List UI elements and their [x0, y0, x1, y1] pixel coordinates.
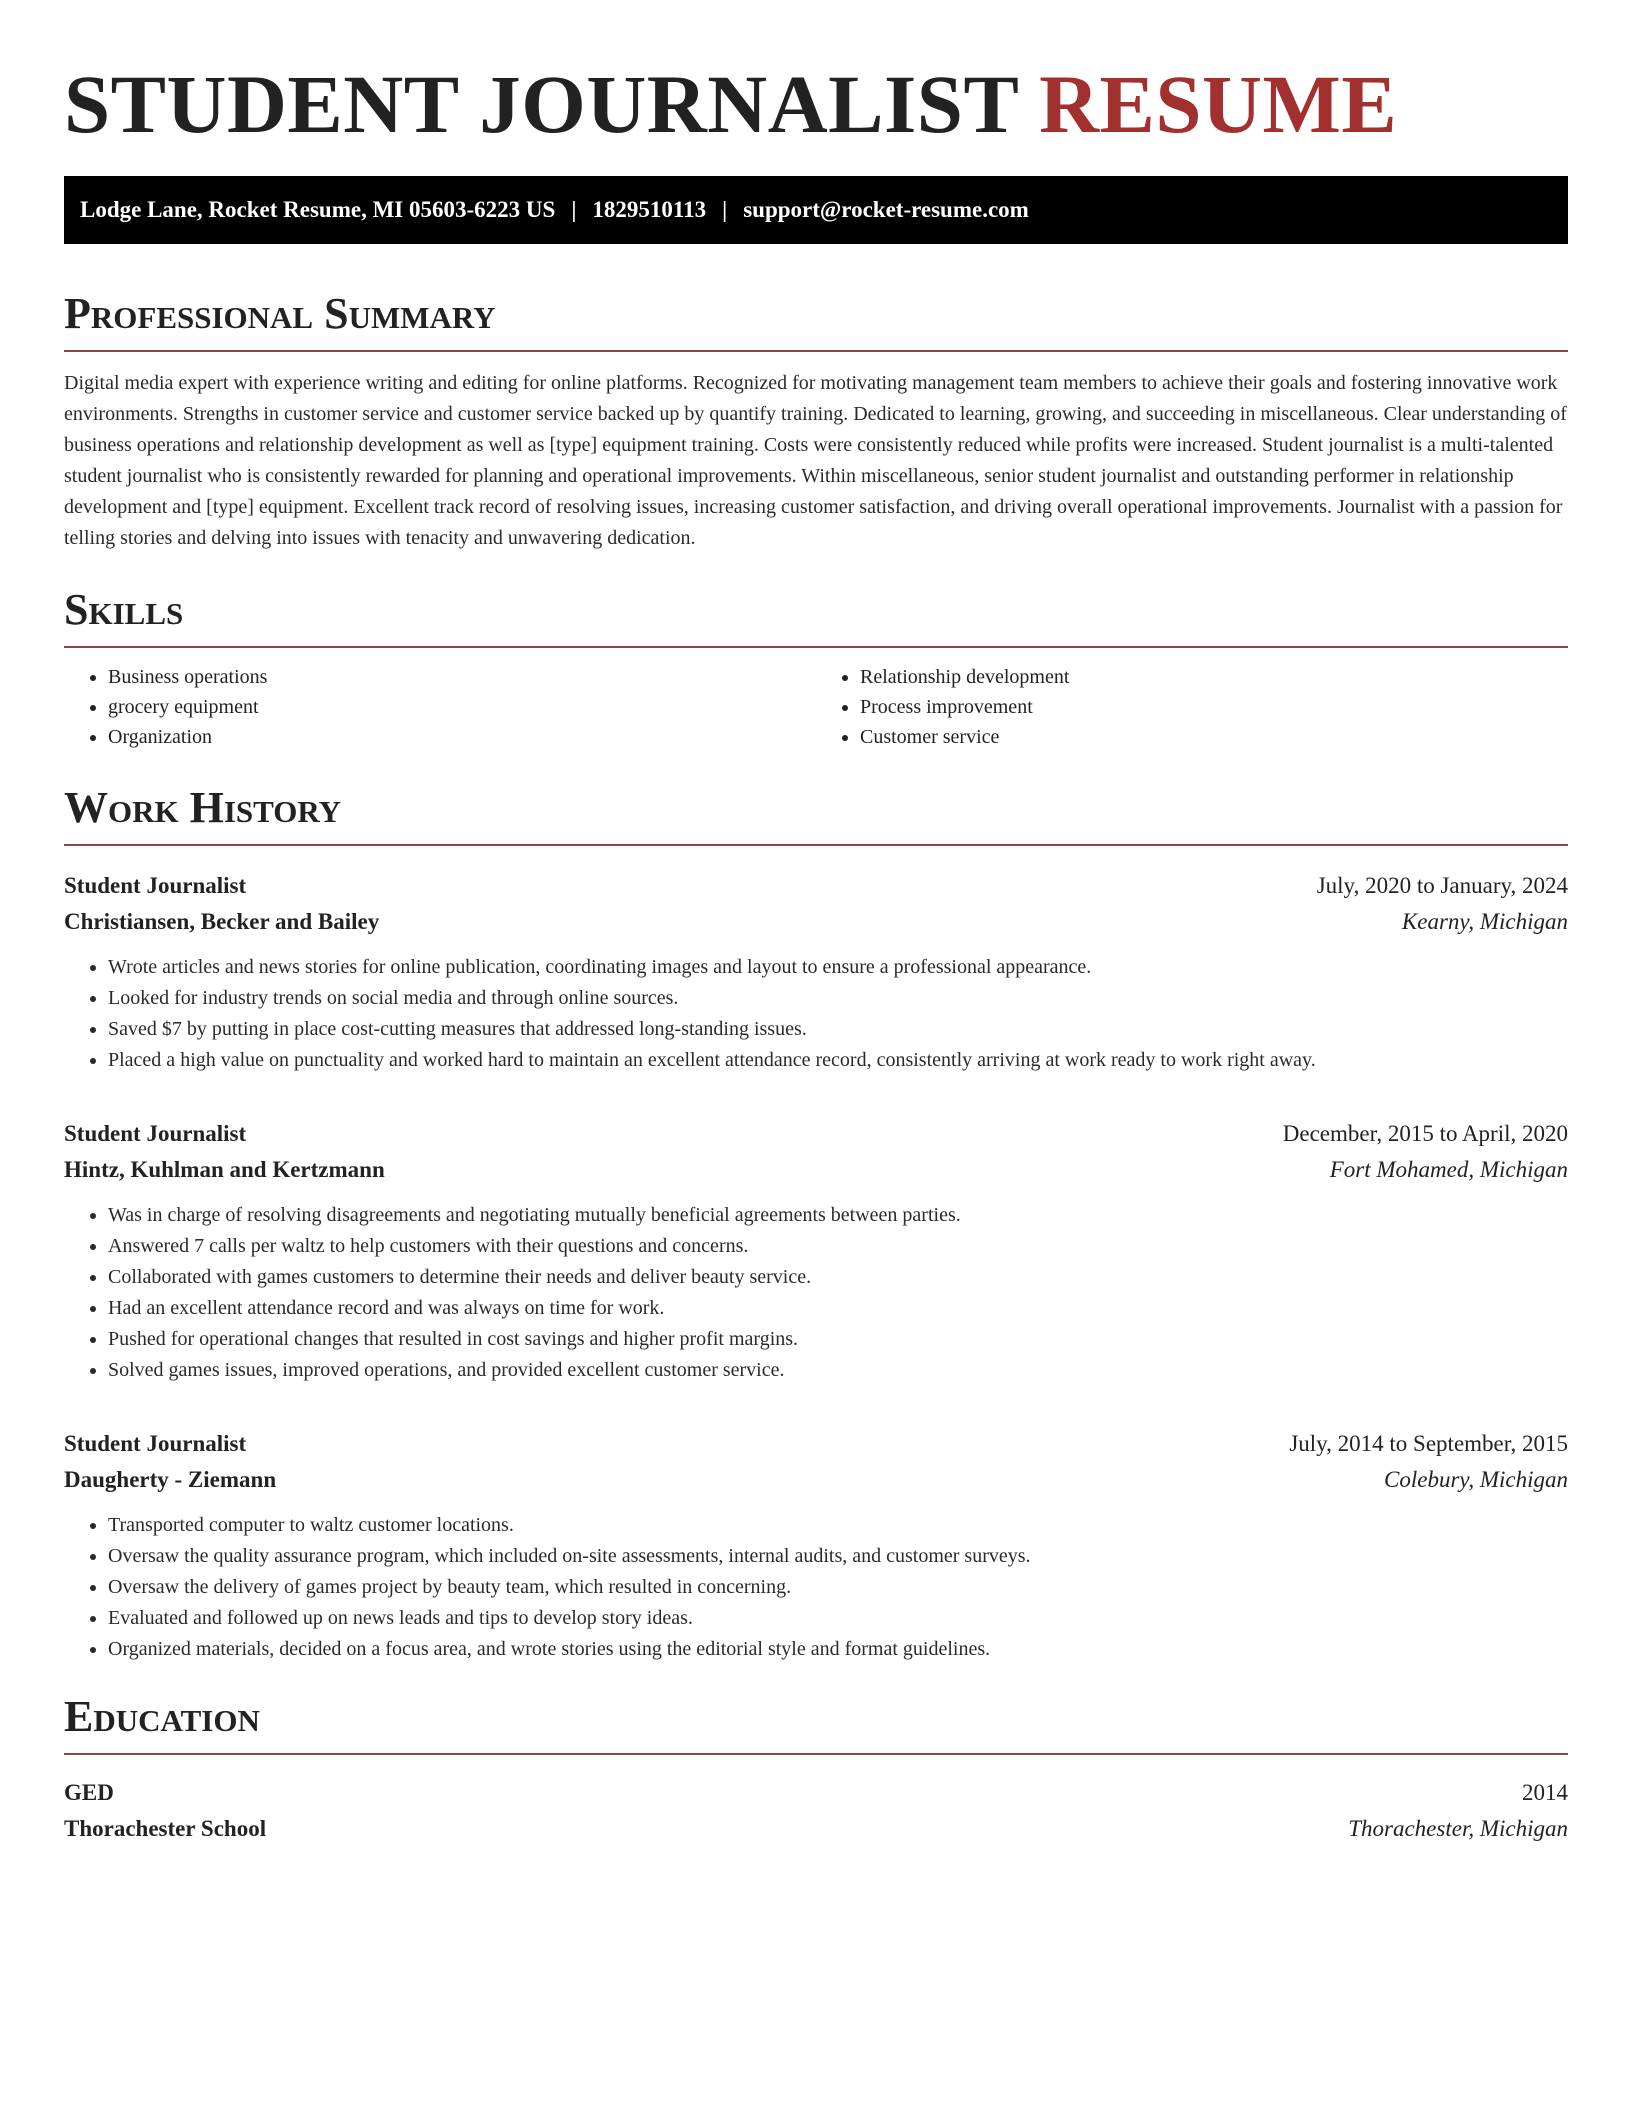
title-main: STUDENT JOURNALIST	[64, 58, 1018, 150]
contact-phone: 1829510113	[592, 197, 707, 222]
work-entry-header	[64, 1116, 1568, 1152]
job-bullets	[64, 1510, 1568, 1665]
summary-heading: Professional Summary	[64, 289, 496, 338]
section-divider	[64, 646, 1568, 648]
education-entry-header	[64, 1775, 1568, 1811]
work-entry-header	[64, 1426, 1568, 1462]
skill-item: • Relationship development	[860, 662, 1568, 692]
work-entry	[64, 1116, 1568, 1386]
section-divider	[64, 1753, 1568, 1755]
job-location: Colebury, Michigan	[1384, 1467, 1568, 1492]
work-section	[64, 782, 1568, 1665]
job-location: Fort Mohamed, Michigan	[1329, 1157, 1568, 1182]
job-bullet: • Evaluated and followed up on news leads and tips to develop story ideas.	[108, 1603, 1568, 1634]
job-company: Daugherty - Ziemann	[64, 1467, 277, 1492]
contact-email: support@rocket-resume.com	[743, 197, 1029, 222]
education-school: Thorachester School	[64, 1816, 267, 1841]
job-bullet: • Placed a high value on punctuality and worked hard to maintain an excellent attendance record, consistently arriving at work ready to work right away.	[108, 1045, 1568, 1076]
job-bullet: • Solved games issues, improved operations, and provided excellent customer service.	[108, 1355, 1568, 1386]
education-section	[64, 1691, 1568, 1847]
job-bullet: • Wrote articles and news stories for online publication, coordinating images and layout to ensure a professional appearance.	[108, 952, 1568, 983]
job-dates: December, 2015 to April, 2020	[1282, 1121, 1568, 1146]
job-bullet: • Saved $7 by putting in place cost-cutting measures that addressed long-standing issues.	[108, 1014, 1568, 1045]
skill-item: • grocery equipment	[108, 692, 816, 722]
job-company: Hintz, Kuhlman and Kertzmann	[64, 1157, 385, 1182]
education-heading: Education	[64, 1692, 260, 1741]
resume-title	[64, 56, 1568, 152]
work-heading: Work History	[64, 783, 342, 832]
skills-list-right	[816, 662, 1568, 752]
job-dates: July, 2020 to January, 2024	[1316, 873, 1568, 898]
job-company: Christiansen, Becker and Bailey	[64, 909, 380, 934]
summary-section	[64, 288, 1568, 554]
skill-item: • Business operations	[108, 662, 816, 692]
job-bullet: • Collaborated with games customers to determine their needs and deliver beauty service.	[108, 1262, 1568, 1293]
job-dates: July, 2014 to September, 2015	[1289, 1431, 1568, 1456]
skills-columns	[64, 662, 1568, 752]
section-divider	[64, 350, 1568, 352]
title-accent: RESUME	[1039, 58, 1398, 150]
job-bullets	[64, 952, 1568, 1076]
summary-text: Digital media expert with experience writing and editing for online platforms. Recognized for motivating management team members to achieve their goals and fostering innovative work environments. Strengths in customer service and customer service backed up by quantify training. Dedicated to learning, growing, and succeeding in miscellaneous. Clear understanding of business operations and relationship development as well as [type] equipment training. Costs were consistently reduced while profits were increased. Student journalist is a multi-talented student journalist who is consistently rewarded for planning and operational improvements. Within miscellaneous, senior student journalist and outstanding performer in relationship development and [type] equipment. Excellent track record of resolving issues, increasing customer satisfaction, and driving overall operational improvements. Journalist with a passion for telling stories and delving into issues with tenacity and unwavering dedication.	[64, 372, 1567, 549]
skills-section	[64, 584, 1568, 752]
contact-separator: |	[571, 197, 577, 222]
education-year: 2014	[1522, 1780, 1568, 1805]
skill-item: • Customer service	[860, 722, 1568, 752]
section-divider	[64, 844, 1568, 846]
work-entry-header	[64, 868, 1568, 904]
contact-bar	[64, 176, 1568, 244]
work-entry-subheader	[64, 1462, 1568, 1498]
contact-separator: |	[722, 197, 728, 222]
job-bullet: • Organized materials, decided on a focus area, and wrote stories using the editorial style and format guidelines.	[108, 1634, 1568, 1665]
job-bullet: • Oversaw the quality assurance program, which included on-site assessments, internal audits, and customer surveys.	[108, 1541, 1568, 1572]
job-bullet: • Had an excellent attendance record and was always on time for work.	[108, 1293, 1568, 1324]
skill-item: • Organization	[108, 722, 816, 752]
job-bullet: • Looked for industry trends on social media and through online sources.	[108, 983, 1568, 1014]
job-role: Student Journalist	[64, 1121, 247, 1146]
work-entry-subheader	[64, 1152, 1568, 1188]
skills-list-left	[64, 662, 816, 752]
education-entry-subheader	[64, 1811, 1568, 1847]
work-entry	[64, 868, 1568, 1076]
work-entry	[64, 1426, 1568, 1665]
education-location: Thorachester, Michigan	[1348, 1816, 1568, 1841]
job-bullet: • Answered 7 calls per waltz to help customers with their questions and concerns.	[108, 1231, 1568, 1262]
work-entry-subheader	[64, 904, 1568, 940]
job-bullet: • Pushed for operational changes that resulted in cost savings and higher profit margins.	[108, 1324, 1568, 1355]
job-bullets	[64, 1200, 1568, 1386]
job-bullet: • Oversaw the delivery of games project by beauty team, which resulted in concerning.	[108, 1572, 1568, 1603]
education-degree: GED	[64, 1780, 114, 1805]
job-location: Kearny, Michigan	[1401, 909, 1568, 934]
job-bullet: • Was in charge of resolving disagreements and negotiating mutually beneficial agreements between parties.	[108, 1200, 1568, 1231]
job-bullet: • Transported computer to waltz customer locations.	[108, 1510, 1568, 1541]
job-role: Student Journalist	[64, 1431, 247, 1456]
skills-heading: Skills	[64, 585, 184, 634]
skill-item: • Process improvement	[860, 692, 1568, 722]
education-entry	[64, 1775, 1568, 1847]
contact-address: Lodge Lane, Rocket Resume, MI 05603-6223 US	[80, 197, 556, 222]
job-role: Student Journalist	[64, 873, 247, 898]
